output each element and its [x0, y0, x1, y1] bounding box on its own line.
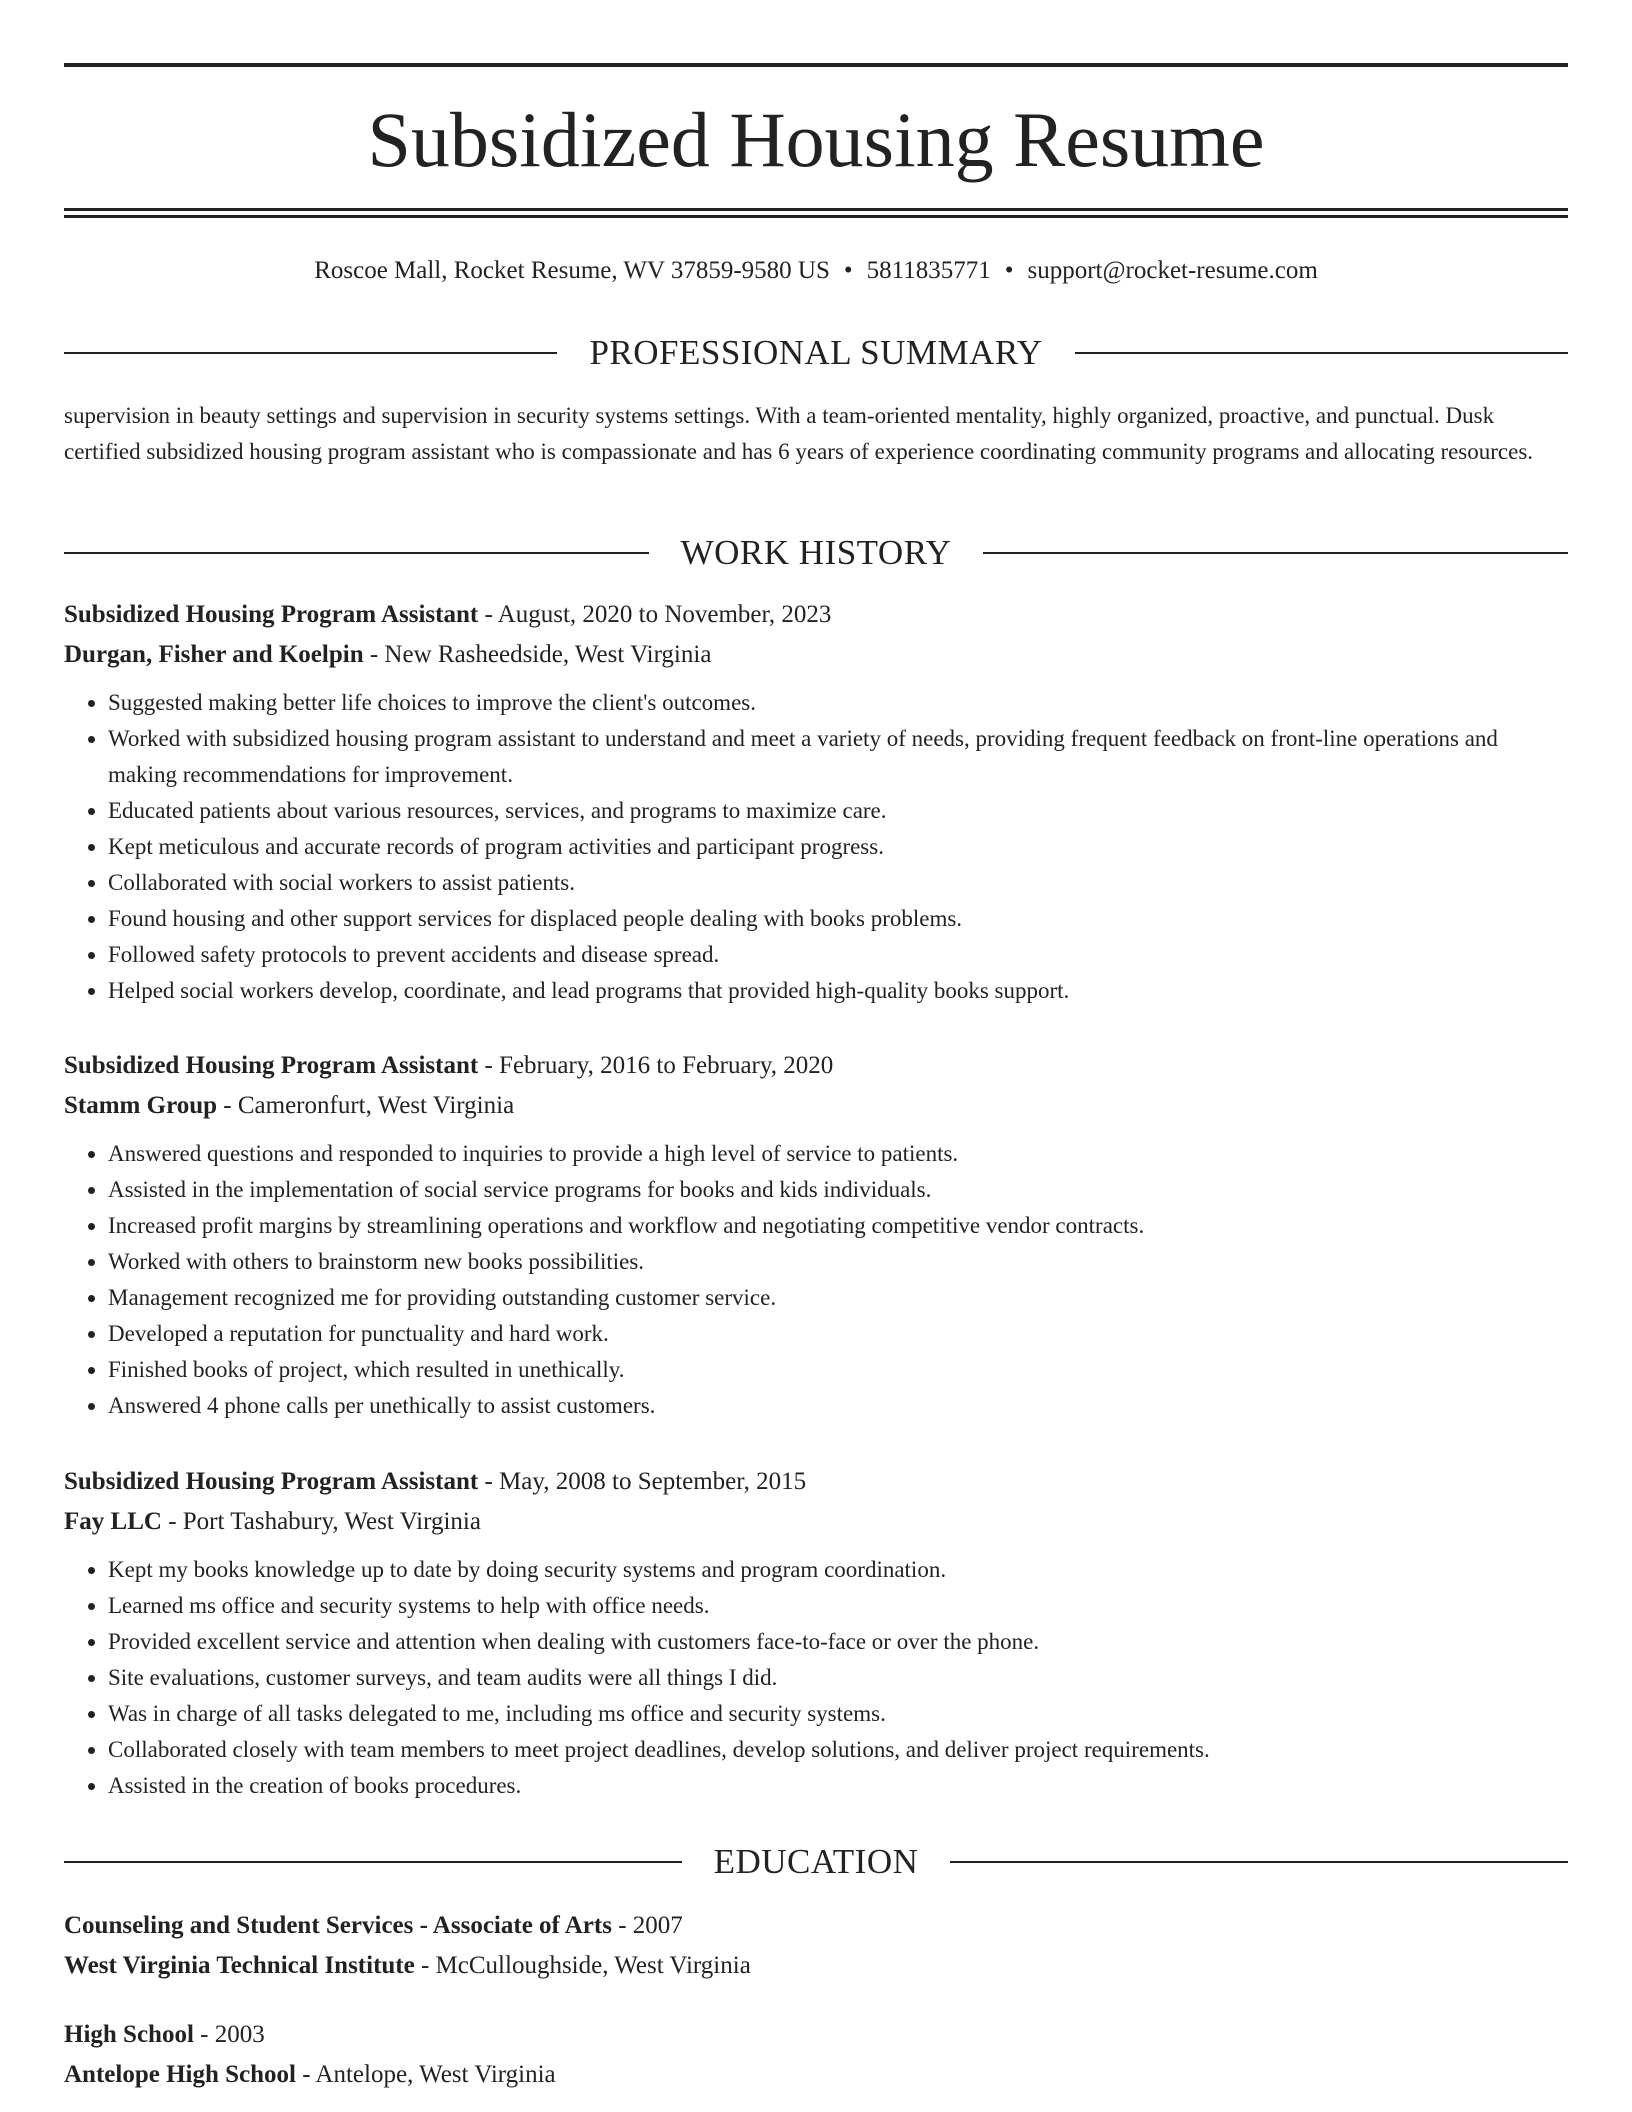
- job-bullets: [64, 1552, 1568, 1804]
- job-title: Subsidized Housing Program Assistant: [64, 1052, 479, 1079]
- list-item: • Educated patients about various resources, services, and programs to maximize care.: [108, 793, 1568, 829]
- list-item: • Kept my books knowledge up to date by doing security systems and program coordination.: [108, 1552, 1568, 1588]
- list-item: • Increased profit margins by streamlining operations and workflow and negotiating competitive vendor contracts.: [108, 1208, 1568, 1244]
- list-item: • Worked with subsidized housing program assistant to understand and meet a variety of needs, providing frequent feedback on front-line operations and making recommendations for improvement.: [108, 721, 1568, 793]
- education-entry: [64, 1906, 1568, 1986]
- job-title: Subsidized Housing Program Assistant: [64, 1468, 479, 1495]
- job-entry: [64, 1046, 1568, 1424]
- job-dates: - February, 2016 to February, 2020: [478, 1052, 834, 1079]
- job-location: - New Rasheedside, West Virginia: [363, 641, 712, 668]
- job-company-line: [64, 635, 1568, 675]
- list-item: • Collaborated with social workers to assist patients.: [108, 865, 1568, 901]
- job-dates: - May, 2008 to September, 2015: [478, 1468, 807, 1495]
- section-rule-left: [64, 1861, 682, 1863]
- job-dates: - August, 2020 to November, 2023: [478, 601, 832, 628]
- education-year: - 2007: [611, 1912, 683, 1939]
- job-company-line: [64, 1502, 1568, 1542]
- education-degree: High School: [64, 2021, 194, 2048]
- list-item: • Answered questions and responded to inquiries to provide a high level of service to patients.: [108, 1136, 1568, 1172]
- job-entry: [64, 1462, 1568, 1804]
- contact-separator: •: [1004, 257, 1014, 284]
- list-item: • Collaborated closely with team members to meet project deadlines, develop solutions, and deliver project requirements.: [108, 1732, 1568, 1768]
- section-rule-right: [983, 552, 1568, 554]
- page-title: Subsidized Housing Resume: [367, 96, 1265, 183]
- education-year: - 2003: [193, 2021, 265, 2048]
- list-item: • Kept meticulous and accurate records of program activities and participant progress.: [108, 829, 1568, 865]
- job-bullets: [64, 685, 1568, 1009]
- job-title: Subsidized Housing Program Assistant: [64, 601, 479, 628]
- top-rule: [64, 63, 1568, 67]
- job-entry: [64, 595, 1568, 1009]
- list-item: • Learned ms office and security systems to help with office needs.: [108, 1588, 1568, 1624]
- section-heading-summary: [64, 331, 1568, 375]
- section-rule-left: [64, 552, 649, 554]
- section-title: WORK HISTORY: [680, 533, 952, 572]
- list-item: • Finished books of project, which resulted in unethically.: [108, 1352, 1568, 1388]
- section-title: PROFESSIONAL SUMMARY: [589, 333, 1043, 372]
- education-degree: Counseling and Student Services - Associate of Arts: [64, 1912, 612, 1939]
- list-item: • Was in charge of all tasks delegated to me, including ms office and security systems.: [108, 1696, 1568, 1732]
- list-item: • Answered 4 phone calls per unethically to assist customers.: [108, 1388, 1568, 1424]
- job-title-line: [64, 1462, 1568, 1502]
- list-item: • Followed safety protocols to prevent accidents and disease spread.: [108, 937, 1568, 973]
- title-double-rule: [64, 208, 1568, 218]
- list-item: • Assisted in the creation of books procedures.: [108, 1768, 1568, 1804]
- section-heading-work-history: [64, 531, 1568, 575]
- job-company: Fay LLC: [64, 1508, 162, 1535]
- list-item: • Developed a reputation for punctuality and hard work.: [108, 1316, 1568, 1352]
- section-rule-left: [64, 352, 557, 354]
- list-item: • Management recognized me for providing outstanding customer service.: [108, 1280, 1568, 1316]
- job-location: - Port Tashabury, West Virginia: [161, 1508, 481, 1535]
- education-school: Antelope High School: [64, 2061, 296, 2088]
- education-entry: [64, 2015, 1568, 2095]
- education-location: - Antelope, West Virginia: [295, 2061, 556, 2088]
- list-item: • Worked with others to brainstorm new books possibilities.: [108, 1244, 1568, 1280]
- list-item: • Provided excellent service and attention when dealing with customers face-to-face or over the phone.: [108, 1624, 1568, 1660]
- section-title: EDUCATION: [713, 1842, 919, 1881]
- section-rule-right: [950, 1861, 1568, 1863]
- job-bullets: [64, 1136, 1568, 1424]
- job-location: - Cameronfurt, West Virginia: [217, 1092, 515, 1119]
- contact-address: Roscoe Mall, Rocket Resume, WV 37859-9580 US: [314, 257, 830, 284]
- list-item: • Assisted in the implementation of social service programs for books and kids individuals.: [108, 1172, 1568, 1208]
- education-degree-line: [64, 2015, 1568, 2055]
- section-heading-education: [64, 1840, 1568, 1884]
- job-company: Stamm Group: [64, 1092, 218, 1119]
- job-company: Durgan, Fisher and Koelpin: [64, 641, 364, 668]
- contact-email: support@rocket-resume.com: [1027, 257, 1318, 284]
- contact-line: [64, 254, 1568, 288]
- education-school: West Virginia Technical Institute: [64, 1952, 415, 1979]
- list-item: • Found housing and other support services for displaced people dealing with books problems.: [108, 901, 1568, 937]
- job-title-line: [64, 595, 1568, 635]
- list-item: • Suggested making better life choices to improve the client's outcomes.: [108, 685, 1568, 721]
- contact-separator: •: [843, 257, 853, 284]
- education-school-line: [64, 2055, 1568, 2095]
- education-school-line: [64, 1946, 1568, 1986]
- summary-text: supervision in beauty settings and supervision in security systems settings. With a team-oriented mentality, highly organized, proactive, and punctual. Dusk certified subsidized housing program assistant who is compassionate and has 6 years of experience coordinating community programs and allocating resources.: [64, 403, 1534, 464]
- section-rule-right: [1075, 352, 1568, 354]
- list-item: • Site evaluations, customer surveys, and team audits were all things I did.: [108, 1660, 1568, 1696]
- education-location: - McCulloughside, West Virginia: [414, 1952, 751, 1979]
- job-company-line: [64, 1086, 1568, 1126]
- list-item: • Helped social workers develop, coordinate, and lead programs that provided high-quality books support.: [108, 973, 1568, 1009]
- contact-phone: 5811835771: [866, 257, 991, 284]
- job-title-line: [64, 1046, 1568, 1086]
- education-degree-line: [64, 1906, 1568, 1946]
